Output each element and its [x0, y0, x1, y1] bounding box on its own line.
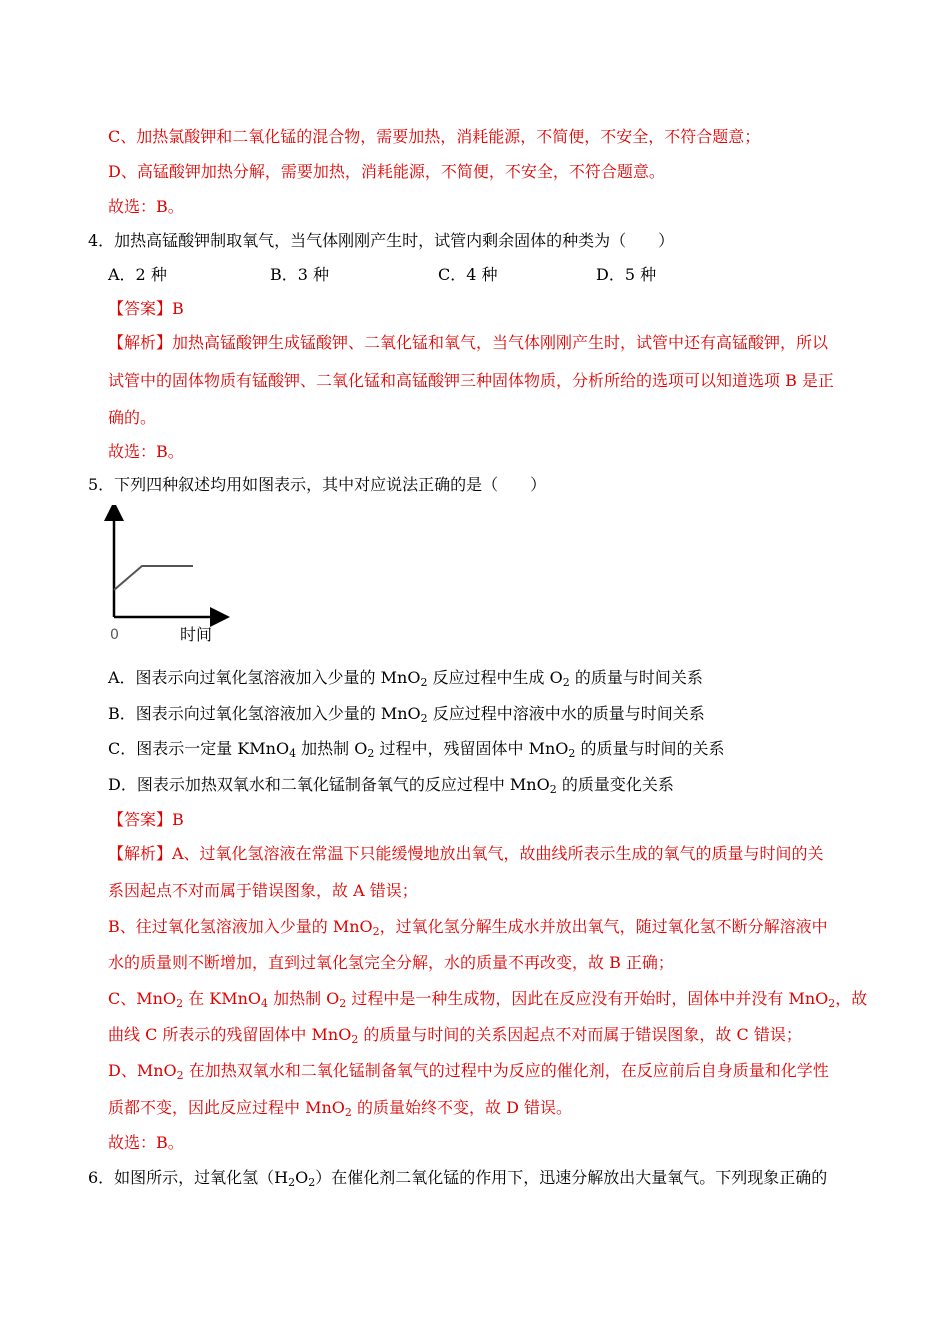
- origin-label: 0: [110, 627, 119, 643]
- question-6-stem: 6．如图所示，过氧化氢$(H_2O_2)$在催化剂二氧化锰的作用下，迅速分解放出大量氧气。下列现象正确的: [88, 1168, 828, 1189]
- x-axis-label: 时间: [180, 625, 213, 644]
- q5-analysis-c-line-2: 曲线 C 所表示的残留固体中 MnO$_2$ 的质量与时间的关系因起点不对而属于错误图象，故 C 错误；: [108, 1025, 802, 1046]
- q5-final-choice: 故选：B。: [108, 1133, 184, 1152]
- q5-graph: [100, 505, 235, 645]
- q5-option-b: B．图表示向过氧化氢溶液加入少量的 MnO$_2$ 反应过程中溶液中水的质量与时间关系: [108, 704, 705, 725]
- q4-final-choice: 故选：B。: [108, 442, 184, 461]
- question-4-stem: 4．加热高锰酸钾制取氧气，当气体刚刚产生时，试管内剩余固体的种类为（ ）: [88, 231, 675, 250]
- q4-option-a: A．2 种: [108, 265, 167, 284]
- q5-option-c: C．图表示一定量 KMnO$_4$ 加热制 $O_2$ 过程中，残留固体中 MnO$_2$ 的质量与时间的关系: [108, 739, 725, 760]
- q4-option-b: B．3 种: [270, 265, 330, 284]
- q4-answer: 【答案】B: [108, 299, 184, 318]
- q4-option-c: C．4 种: [438, 265, 498, 284]
- q5-analysis-d-line-1: D、MnO$_2$ 在加热双氧水和二氧化锰制备氧气的过程中为反应的催化剂，在反应前后自身质量和化学性: [108, 1061, 829, 1082]
- q4-analysis-line-1: 【解析】加热高锰酸钾生成锰酸钾、二氧化锰和氧气，当气体刚刚产生时，试管中还有高锰酸钾，所以: [108, 333, 829, 352]
- q5-option-d: D．图表示加热双氧水和二氧化锰制备氧气的反应过程中 MnO$_2$ 的质量变化关系: [108, 775, 674, 796]
- q5-analysis-c-line-1: C、MnO$_2$ 在 KMnO$_4$ 加热制 $O_2$ 过程中是一种生成物，因此在反应没有开始时，固体中并没有 MnO$_2$，故: [108, 989, 868, 1010]
- q5-answer: 【答案】B: [108, 810, 184, 829]
- explanation-c: C、加热氯酸钾和二氧化锰的混合物，需要加热，消耗能源，不简便，不安全，不符合题意；: [108, 127, 761, 146]
- question-5-stem: 5．下列四种叙述均用如图表示，其中对应说法正确的是（ ）: [88, 475, 547, 494]
- q5-analysis-a-line-1: 【解析】A、过氧化氢溶液在常温下只能缓慢地放出氧气，故曲线所表示生成的氧气的质量与时间的关: [108, 844, 824, 863]
- q5-analysis-d-line-2: 质都不变，因此反应过程中 MnO$_2$ 的质量始终不变，故 D 错误。: [108, 1098, 572, 1119]
- q5-analysis-b-line-2: 水的质量则不断增加，直到过氧化氢完全分解，水的质量不再改变，故 B 正确；: [108, 953, 674, 972]
- q4-analysis-line-2: 试管中的固体物质有锰酸钾、二氧化锰和高锰酸钾三种固体物质，分析所给的选项可以知道选项 B 是正: [108, 371, 834, 390]
- q5-analysis-a-line-2: 系因起点不对而属于错误图象，故 A 错误；: [108, 881, 418, 900]
- curve-line: [114, 566, 193, 590]
- final-choice: 故选：B。: [108, 197, 184, 216]
- q5-analysis-b-line-1: B、往过氧化氢溶液加入少量的 MnO$_2$，过氧化氢分解生成水并放出氧气，随过氧化氢不断分解溶液中: [108, 917, 828, 938]
- q5-option-a: A．图表示向过氧化氢溶液加入少量的 MnO$_2$ 反应过程中生成 $O_2$ 的质量与时间关系: [108, 668, 703, 689]
- q4-analysis-line-3: 确的。: [108, 408, 157, 427]
- q4-option-d: D．5 种: [596, 265, 657, 284]
- explanation-d: D、高锰酸钾加热分解，需要加热，消耗能源，不简便，不安全，不符合题意。: [108, 162, 665, 181]
